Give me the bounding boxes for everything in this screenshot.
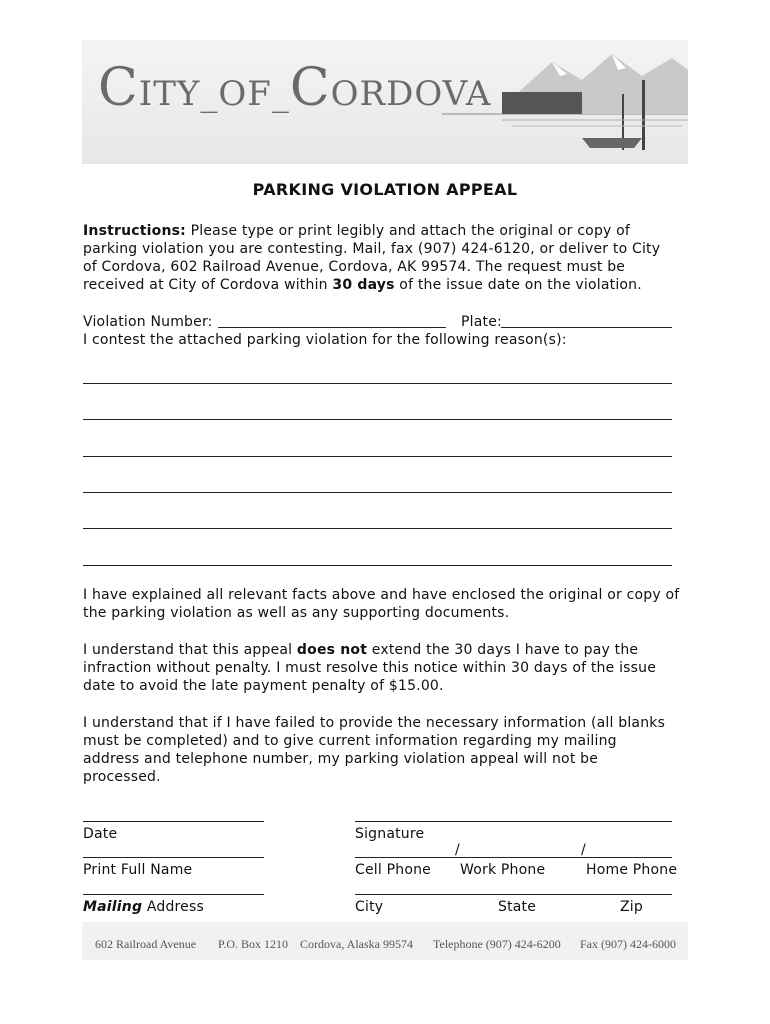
state-label: State	[498, 899, 537, 915]
reason-line[interactable]	[83, 565, 672, 566]
work-phone-label: Work Phone	[460, 862, 546, 878]
plate-field[interactable]	[501, 327, 672, 328]
city-label: City	[355, 899, 384, 915]
statement-3-line-4: processed.	[83, 769, 161, 785]
signature-label: Signature	[355, 826, 425, 842]
statement-3-line-2: must be completed) and to give current information regarding my mailing	[83, 733, 617, 749]
statement-2-line-1: I understand that this appeal does not extend the 30 days I have to pay the	[83, 642, 639, 658]
cell-phone-label: Cell Phone	[355, 862, 431, 878]
city-name-logo: CITY_OF_CORDOVA	[98, 58, 492, 118]
date-label: Date	[83, 826, 118, 842]
zip-label: Zip	[620, 899, 643, 915]
home-phone-label: Home Phone	[586, 862, 678, 878]
reason-line[interactable]	[83, 528, 672, 529]
footer-fax: Fax (907) 424-6000	[580, 937, 676, 951]
phone-field[interactable]	[355, 857, 672, 858]
print-name-label: Print Full Name	[83, 862, 193, 878]
form-title: PARKING VIOLATION APPEAL	[252, 180, 518, 199]
statement-3-line-1: I understand that if I have failed to provide the necessary information (all blanks	[83, 715, 666, 731]
mailing-address-label: Mailing Address	[83, 899, 204, 915]
date-field[interactable]	[83, 821, 264, 822]
instructions-line-3: of Cordova, 602 Railroad Avenue, Cordova, AK 99574. The request must be	[83, 259, 626, 275]
contest-label: I contest the attached parking violation for the following reason(s):	[83, 332, 567, 348]
statement-3-line-3: address and telephone number, my parking violation appeal will not be	[83, 751, 599, 767]
mailing-address-field[interactable]	[83, 894, 264, 895]
plate-label: Plate:	[461, 314, 502, 330]
boat-icon	[582, 138, 642, 148]
town-buildings	[502, 92, 582, 114]
instructions-line-1: Instructions: Please type or print legibly and attach the original or copy of	[83, 223, 631, 239]
instructions-line-4: received at City of Cordova within 30 days of the issue date on the violation.	[83, 277, 642, 293]
statement-1-line-1: I have explained all relevant facts above and have enclosed the original or copy of	[83, 587, 680, 603]
footer-pobox: P.O. Box 1210	[218, 937, 289, 951]
instructions-line-2: parking violation you are contesting. Mail, fax (907) 424-6120, or deliver to City	[83, 241, 661, 257]
statement-2-line-2: infraction without penalty. I must resolve this notice within 30 days of the issue	[83, 660, 657, 676]
reason-line[interactable]	[83, 383, 672, 384]
phone-separator: /	[581, 842, 586, 858]
footer-street: 602 Railroad Avenue	[95, 937, 197, 951]
harbor-illustration	[82, 40, 688, 164]
violation-number-field[interactable]	[218, 327, 446, 328]
reason-line[interactable]	[83, 456, 672, 457]
reason-line[interactable]	[83, 419, 672, 420]
print-name-field[interactable]	[83, 857, 264, 858]
statement-1-line-2: the parking violation as well as any supporting documents.	[83, 605, 510, 621]
signature-field[interactable]	[355, 821, 672, 822]
city-header-logo	[82, 40, 688, 164]
phone-separator: /	[455, 842, 460, 858]
statement-2-line-3: date to avoid the late payment penalty of $15.00.	[83, 678, 444, 694]
footer-telephone: Telephone (907) 424-6200	[433, 937, 561, 951]
violation-number-label: Violation Number:	[83, 314, 213, 330]
reason-line[interactable]	[83, 492, 672, 493]
city-state-zip-field[interactable]	[355, 894, 672, 895]
footer-location: Cordova, Alaska 99574	[300, 937, 413, 951]
